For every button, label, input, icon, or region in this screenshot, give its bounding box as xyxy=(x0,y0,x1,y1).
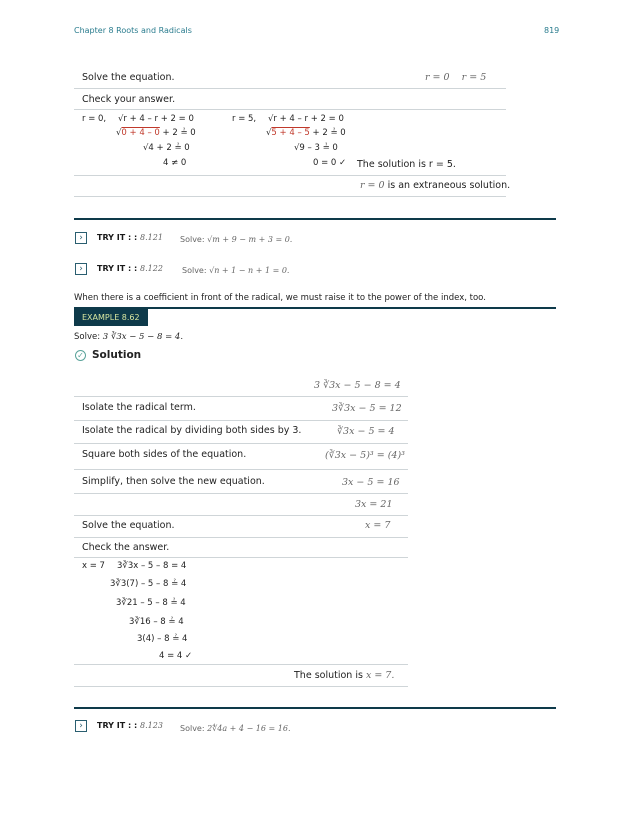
check-line: 3∛21 – 5 – 8 ≟ 4 xyxy=(116,598,186,608)
chevron-right-icon[interactable]: › xyxy=(75,720,87,732)
step-math: 3x − 5 = 16 xyxy=(342,477,400,488)
try-it-solve: Solve: √m + 9 − m + 3 = 0. xyxy=(180,235,293,244)
check-line-3-left: √4 + 2 ≟ 0 xyxy=(143,143,190,153)
coefficient-note: When there is a coefficient in front of the radical, we must raise it to the power of the index, too. xyxy=(74,293,486,303)
step-math: 3x = 21 xyxy=(355,499,393,510)
try-it-label: TRY IT : : xyxy=(97,721,138,730)
step-label: Isolate the radical by dividing both sides by 3. xyxy=(82,425,302,436)
chevron-right-icon[interactable]: › xyxy=(75,263,87,275)
row-divider xyxy=(74,420,408,421)
try-it-solve: Solve: √n + 1 − n + 1 = 0. xyxy=(182,266,290,275)
check-line-4-left: 4 ≠ 0 xyxy=(163,158,187,168)
check-line: 3∛3(7) – 5 – 8 ≟ 4 xyxy=(110,579,187,589)
step-math: 3∛3x − 5 = 12 xyxy=(332,403,402,414)
example-badge: EXAMPLE 8.62 xyxy=(74,309,148,326)
step-label: Simplify, then solve the new equation. xyxy=(82,476,265,487)
solution-r5: The solution is r = 5. xyxy=(357,159,456,170)
row-divider xyxy=(74,175,506,176)
chevron-right-icon[interactable]: › xyxy=(75,232,87,244)
row-divider xyxy=(74,443,408,444)
row-divider xyxy=(74,515,408,516)
step-label: Solve the equation. xyxy=(82,520,175,531)
try-it-label: TRY IT : : xyxy=(97,264,138,273)
row-divider xyxy=(74,196,506,197)
try-it-divider xyxy=(74,707,556,709)
solve-equation-label: Solve the equation. xyxy=(82,72,175,83)
check-var-r5: r = 5, xyxy=(232,114,257,124)
try-it-divider xyxy=(74,218,556,220)
extraneous-line: r = 0 is an extraneous solution. xyxy=(360,180,511,191)
row-divider xyxy=(74,686,408,687)
check-answer-label: Check the answer. xyxy=(82,542,170,553)
row-divider xyxy=(74,88,506,89)
solution-heading: Solution xyxy=(92,349,142,361)
try-it-number: 8.122 xyxy=(140,264,163,273)
row-divider xyxy=(74,109,506,110)
check-line-2-right: √5 + 4 – 5 + 2 ≟ 0 xyxy=(266,128,346,138)
row-divider xyxy=(74,557,408,558)
check-line-1-right: √r + 4 – r + 2 = 0 xyxy=(268,114,344,124)
step-math: x = 7 xyxy=(365,520,391,531)
row-divider xyxy=(74,469,408,470)
page-number: 819 xyxy=(544,26,560,35)
try-it-number: 8.121 xyxy=(140,233,163,242)
solve-equation-math: r = 0 r = 5 xyxy=(425,72,487,83)
row-divider xyxy=(74,664,408,665)
check-var-r0: r = 0, xyxy=(82,114,107,124)
example-top-math: 3 ∛3x − 5 − 8 = 4 xyxy=(314,380,401,391)
check-line: 3∛16 – 8 ≟ 4 xyxy=(129,617,184,627)
check-line: 3(4) – 8 ≟ 4 xyxy=(137,634,188,644)
check-line: 3∛3x – 5 – 8 = 4 xyxy=(117,561,187,571)
check-line-1-left: √r + 4 – r + 2 = 0 xyxy=(118,114,194,124)
step-label: Square both sides of the equation. xyxy=(82,449,247,460)
step-label: Isolate the radical term. xyxy=(82,402,196,413)
row-divider xyxy=(74,396,408,397)
try-it-number: 8.123 xyxy=(140,721,163,730)
try-it-solve: Solve: 2∜4a + 4 − 16 = 16. xyxy=(180,724,291,733)
checkmark-circle-icon: ✓ xyxy=(75,350,86,361)
check-line-2-left: √0 + 4 – 0 + 2 ≟ 0 xyxy=(116,128,196,138)
check-var: x = 7 xyxy=(82,561,105,571)
row-divider xyxy=(74,537,408,538)
step-math: ∛3x − 5 = 4 xyxy=(337,426,395,437)
final-solution: The solution is x = 7. xyxy=(294,670,395,681)
check-answer-label: Check your answer. xyxy=(82,94,176,105)
try-it-label: TRY IT : : xyxy=(97,233,138,242)
step-math: (∛3x − 5)³ = (4)³ xyxy=(325,450,405,461)
check-line: 4 = 4 ✓ xyxy=(159,651,193,661)
check-line-4-right: 0 = 0 ✓ xyxy=(313,158,347,168)
example-prompt: Solve: 3 ∛3x − 5 − 8 = 4. xyxy=(74,332,184,342)
row-divider xyxy=(74,493,408,494)
check-line-3-right: √9 – 3 ≟ 0 xyxy=(294,143,338,153)
chapter-title: Chapter 8 Roots and Radicals xyxy=(74,26,192,35)
